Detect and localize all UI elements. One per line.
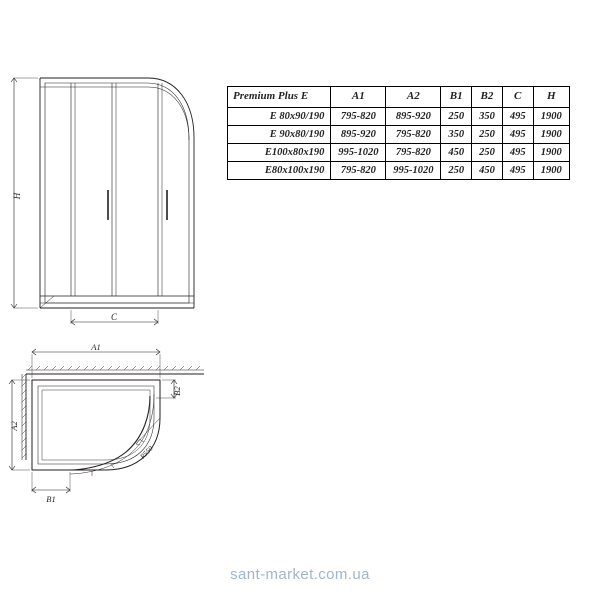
tray-basin-outline	[42, 390, 150, 460]
dim-label-b2: B2	[172, 386, 182, 396]
site-watermark: sant-market.com.ua	[230, 566, 370, 583]
table-header-model: Premium Plus E	[228, 87, 331, 108]
wall-hatching-left	[22, 374, 26, 458]
cell-c: 495	[502, 125, 533, 143]
corner-hint-line	[40, 296, 54, 308]
front-elevation-svg	[8, 60, 223, 330]
cell-b2: 450	[472, 162, 503, 180]
cell-b1: 250	[441, 162, 472, 180]
table-header-c: C	[502, 87, 533, 108]
cell-h: 1900	[533, 125, 569, 143]
top-plan-svg	[8, 340, 223, 510]
top-plan-drawing	[8, 340, 223, 515]
cell-b2: 250	[472, 144, 503, 162]
door-arc-outer	[70, 394, 154, 474]
cell-h: 1900	[533, 107, 569, 125]
dim-label-radius: R550	[138, 444, 155, 461]
cell-b1: 250	[441, 107, 472, 125]
cell-a1: 995-1020	[331, 144, 386, 162]
door-arc	[70, 396, 150, 470]
dimensions-table	[227, 86, 570, 180]
cell-a2: 895-920	[386, 107, 441, 125]
wall-hatching	[28, 366, 200, 370]
table-header-row	[228, 87, 570, 108]
cell-a2: 995-1020	[386, 162, 441, 180]
cabin-top-and-right-curve	[40, 78, 194, 308]
cell-a1: 795-820	[331, 162, 386, 180]
dim-label-a2: A2	[9, 421, 19, 431]
cell-b1: 350	[441, 125, 472, 143]
cell-a1: 795-820	[331, 107, 386, 125]
dim-label-b1: B1	[46, 494, 56, 504]
tray-inner-outline	[38, 386, 154, 464]
table-row	[228, 144, 570, 162]
cell-a1: 895-920	[331, 125, 386, 143]
cell-b1: 450	[441, 144, 472, 162]
table-header-a2: A2	[386, 87, 441, 108]
table-row	[228, 107, 570, 125]
top-rail-line	[40, 87, 189, 140]
cell-b2: 250	[472, 125, 503, 143]
dim-label-h: H	[12, 192, 22, 200]
cell-h: 1900	[533, 162, 569, 180]
cell-a2: 795-820	[386, 125, 441, 143]
table-row	[228, 125, 570, 143]
cell-c: 495	[502, 144, 533, 162]
table-header-h: H	[533, 87, 569, 108]
front-elevation-drawing	[8, 60, 223, 335]
dim-label-c: C	[110, 312, 118, 322]
dim-label-a1: A1	[91, 342, 101, 352]
table-header-b2: B2	[472, 87, 503, 108]
cell-model: E100x80x190	[228, 144, 331, 162]
cell-model: E80x100x190	[228, 162, 331, 180]
table-header-a1: A1	[331, 87, 386, 108]
cell-c: 495	[502, 107, 533, 125]
cell-model: E 90x80/190	[228, 125, 331, 143]
cell-model: E 80x90/190	[228, 107, 331, 125]
cell-c: 495	[502, 162, 533, 180]
table-row	[228, 162, 570, 180]
cell-b2: 350	[472, 107, 503, 125]
cell-a2: 795-820	[386, 144, 441, 162]
table-header-b1: B1	[441, 87, 472, 108]
cell-h: 1900	[533, 144, 569, 162]
